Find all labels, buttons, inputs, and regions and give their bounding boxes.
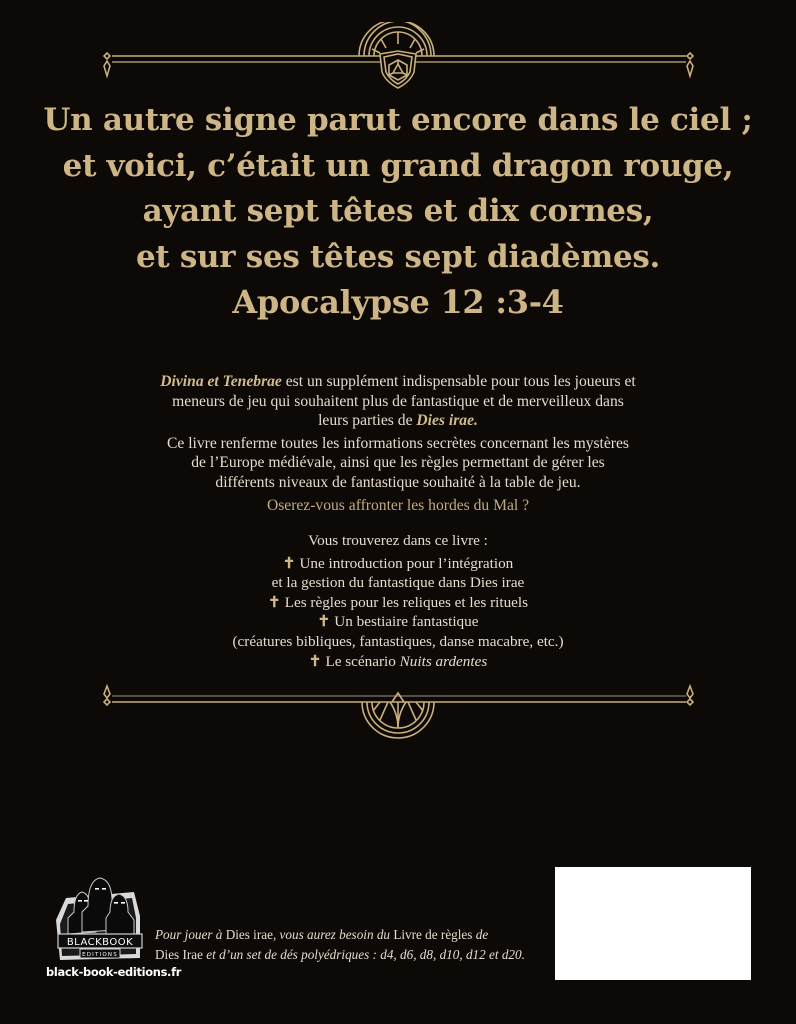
quote-line: et sur ses têtes sept diadèmes. (135, 238, 661, 275)
game-name: Dies Irae (155, 946, 203, 962)
game-name: Dies irae (225, 927, 273, 942)
list-item (150, 652, 646, 672)
note-line-1 (155, 925, 535, 945)
list-item-text: Les règles pour les reliques et les rituels (284, 593, 529, 611)
note-text: , vous aurez besoin du (272, 927, 394, 942)
cross-bullet-icon: ✝ (317, 613, 331, 631)
contents-intro: Vous trouverez dans ce livre : (308, 532, 488, 549)
list-item (150, 593, 646, 613)
cross-bullet-icon: ✝ (308, 652, 322, 670)
description-paragraph-1 (160, 372, 636, 431)
book-title: Divina et Tenebrae (160, 373, 282, 390)
requirements-note (155, 925, 535, 964)
ornamental-divider-with-half-rosette-icon (0, 678, 796, 744)
list-item-text: Le scénario (325, 652, 400, 670)
list-item-continuation: et la gestion du fantastique dans Dies irae (271, 574, 525, 592)
note-line-2 (155, 945, 535, 965)
contents-list (150, 531, 646, 671)
rulebook-name: Livre de règles (393, 927, 473, 942)
quote-line: et voici, c’était un grand dragon rouge, (62, 147, 734, 184)
list-item-text: Une introduction pour l’intégration (299, 554, 514, 572)
note-text: Pour jouer à (155, 927, 226, 942)
list-item-continuation: (créatures bibliques, fantastiques, danse macabre, etc.) (232, 632, 564, 650)
list-item-text: Un bestiaire fantastique (334, 613, 479, 631)
ornamental-divider-with-d20-shield-icon (0, 22, 796, 102)
quote-line: ayant sept têtes et dix cornes, (142, 193, 654, 229)
list-item (150, 612, 646, 632)
barcode-area (555, 867, 751, 980)
logo-subword: EDITIONS (82, 952, 118, 958)
note-text: de (472, 927, 489, 942)
description-text: est un supplément indispensable pour tous les joueurs et meneurs de jeu qui souhaitent plus de fantastique et de merveilleux dans leurs parties de (172, 373, 636, 430)
top-ornament (0, 22, 796, 102)
game-title: Dies irae. (416, 412, 478, 430)
three-men-in-suits-logo-icon (52, 872, 148, 964)
logo-wordmark: BLACKBOOK (66, 937, 134, 948)
epigraph-quote (0, 98, 796, 326)
tagline-question: Oserez-vous affronter les hordes du Mal ? (266, 496, 530, 514)
description-paragraph-2: Ce livre renferme toutes les informations secrètes concernant les mystères de l’Europe médiévale, ainsi que les règles permettant de gérer les différents niveaux de fantastique souhaité à la table de jeu. (166, 434, 629, 491)
quote-line: Un autre signe parut encore dans le ciel ; (43, 102, 753, 138)
scenario-title: Nuits ardentes (399, 652, 488, 670)
cross-bullet-icon: ✝ (267, 593, 281, 611)
list-item (150, 554, 646, 574)
cross-bullet-icon: ✝ (282, 554, 296, 572)
bottom-ornament (0, 678, 796, 744)
book-description (160, 372, 636, 518)
publisher-website[interactable]: black-book-editions.fr (46, 965, 182, 979)
note-text: et d’un set de dés polyédriques : d4, d6, d8, d10, d12 et d20. (202, 946, 525, 962)
blackbook-editions-logo (52, 872, 148, 964)
quote-reference: Apocalypse 12 :3-4 (232, 283, 564, 321)
